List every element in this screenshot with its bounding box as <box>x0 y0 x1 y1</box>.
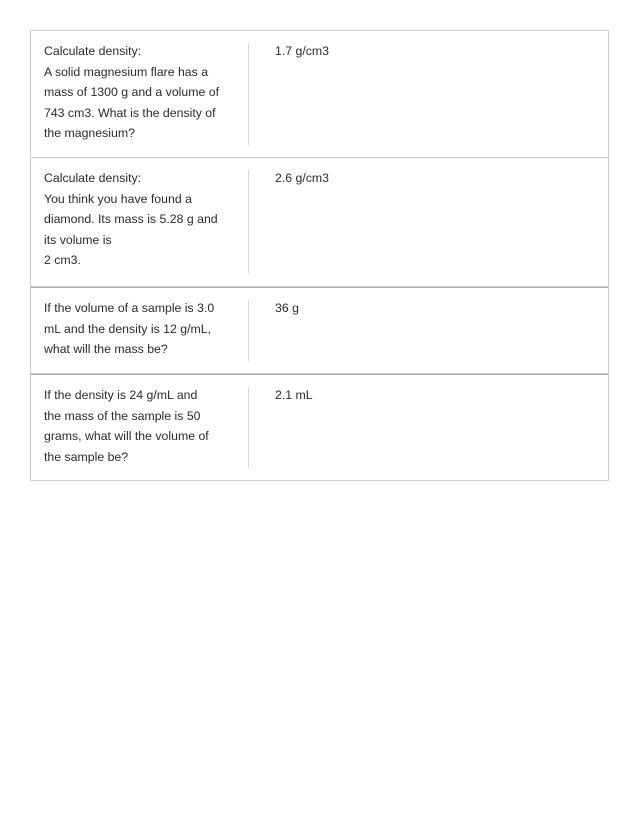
card-definition: 1.7 g/cm3 <box>275 44 329 58</box>
card-term: Calculate density: A solid magnesium flare has a mass of 1300 g and a volume of 743 cm3. What is the density of the magnesium? <box>44 44 219 140</box>
flashcard-list <box>30 30 609 481</box>
card-definition: 2.1 mL <box>275 388 313 402</box>
card-definition: 36 g <box>275 301 299 315</box>
card-term: Calculate density: You think you have found a diamond. Its mass is 5.28 g and its volume is 2 cm3. <box>44 171 218 267</box>
flashcard <box>30 158 609 287</box>
card-divider <box>248 43 249 145</box>
flashcard <box>30 287 609 374</box>
card-term: If the volume of a sample is 3.0 mL and the density is 12 g/mL, what will the mass be? <box>44 301 215 356</box>
flashcard <box>30 30 609 158</box>
card-definition: 2.6 g/cm3 <box>275 171 329 185</box>
card-divider <box>248 300 249 361</box>
card-term: If the density is 24 g/mL and the mass of the sample is 50 grams, what will the volume of the sample be? <box>44 388 209 464</box>
card-divider <box>248 170 249 274</box>
card-divider <box>248 387 249 468</box>
flashcard <box>30 374 609 481</box>
